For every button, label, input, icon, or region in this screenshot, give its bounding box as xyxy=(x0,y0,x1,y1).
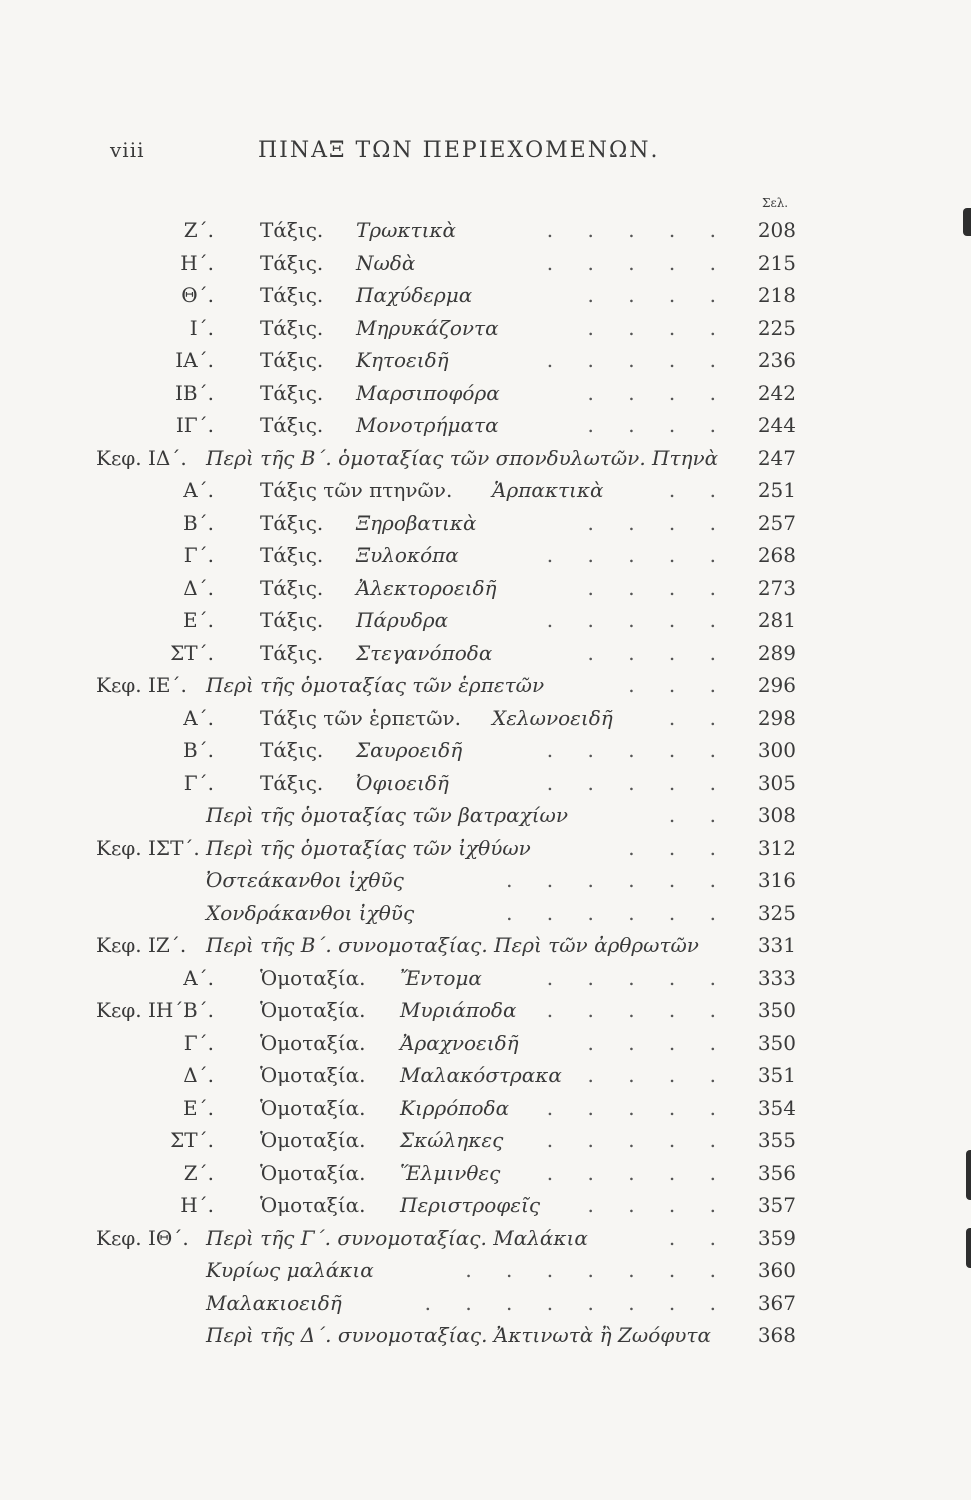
toc-page-number: 333 xyxy=(757,965,796,990)
toc-leader-dots: . . . . . xyxy=(546,348,730,372)
toc-title: Μαρσιποφόρα xyxy=(356,380,500,405)
toc-number: Ε΄. xyxy=(183,1095,214,1120)
toc-leader-dots: . . . . xyxy=(587,413,730,437)
toc-title: Παχύδερμα xyxy=(356,283,473,307)
toc-label: Τάξις. xyxy=(260,770,324,795)
toc-entry xyxy=(0,702,971,735)
toc-title: Χονδράκανθοι ἰχθῦς xyxy=(206,900,415,925)
toc-title: Σκώληκες xyxy=(400,1128,504,1152)
toc-number: Β΄. xyxy=(182,738,214,762)
toc-title: Περὶ τῆς Δ΄. συνομοταξίας. Ἀκτινωτὰ ἢ Ζωόφυτα xyxy=(206,1323,711,1347)
toc-title: Περὶ τῆς ὁμοταξίας τῶν ἑρπετῶν xyxy=(206,673,545,697)
toc-page-number: 300 xyxy=(757,738,796,762)
toc-page-number: 367 xyxy=(757,1290,796,1315)
toc-page-number: 351 xyxy=(757,1063,796,1087)
toc-entry xyxy=(0,669,971,702)
toc-leader-dots: . . . xyxy=(628,673,730,697)
toc-leader-dots: . . . . . xyxy=(546,250,730,275)
toc-label: Ὁμοταξία. xyxy=(260,1063,366,1087)
toc-page-number: 305 xyxy=(757,770,796,795)
toc-leader-dots: . . . . . xyxy=(546,1160,730,1185)
toc-leader-dots: . . . . . xyxy=(546,998,730,1022)
toc-leader-dots: . . . . . xyxy=(546,608,730,632)
toc-page-number: 268 xyxy=(757,543,796,567)
toc-leader-dots: . . . . . xyxy=(546,738,730,762)
toc-title: Ἀραχνοειδῆ xyxy=(400,1030,519,1055)
toc-page-number: 316 xyxy=(757,868,796,892)
toc-number: ΣΤ΄. xyxy=(170,640,214,665)
toc-page-number: 357 xyxy=(757,1193,796,1217)
toc-title: Σαυροειδῆ xyxy=(356,738,463,762)
toc-leader-dots: . . . . . xyxy=(546,218,730,242)
toc-label: Τάξις. xyxy=(260,315,324,340)
toc-leader-dots: . . . . . xyxy=(546,770,730,795)
toc-entry xyxy=(0,637,971,670)
toc-number: Α΄. xyxy=(183,478,214,502)
toc-number: ΣΤ΄. xyxy=(170,1128,214,1152)
toc-page-number: 247 xyxy=(757,445,796,470)
toc-label: Τάξις. xyxy=(260,218,324,242)
toc-page-number: 289 xyxy=(757,640,796,665)
toc-page-number: 354 xyxy=(757,1095,796,1120)
toc-number: Β΄. xyxy=(182,998,214,1022)
toc-leader-dots: . . . . xyxy=(587,315,730,340)
toc-entry xyxy=(0,377,971,410)
toc-label: Τάξις. xyxy=(260,413,324,437)
toc-number: ΙΒ΄. xyxy=(175,380,214,405)
toc-title: Περὶ τῆς Β΄. συνομοταξίας. Περὶ τῶν ἀρθρωτῶν xyxy=(206,933,699,957)
toc-number: Β΄. xyxy=(182,510,214,535)
toc-entry xyxy=(0,604,971,637)
toc-page-number: 244 xyxy=(757,413,796,437)
toc-page-number: 215 xyxy=(757,250,796,275)
toc-page-number: 225 xyxy=(757,315,796,340)
toc-chapter: Κεφ. ΙΘ΄. xyxy=(96,1225,189,1250)
toc-leader-dots: . . . . xyxy=(587,640,730,665)
toc-entry xyxy=(0,409,971,442)
toc-entry xyxy=(0,929,971,962)
toc-entry xyxy=(0,344,971,377)
toc-entry xyxy=(0,474,971,507)
toc-leader-dots: . . xyxy=(668,478,730,502)
toc-page-number: 242 xyxy=(757,380,796,405)
toc-leader-dots: . . . . xyxy=(587,575,730,600)
toc-leader-dots: . . . . . xyxy=(546,543,730,567)
toc-page-number: 325 xyxy=(757,900,796,925)
toc-leader-dots: . . . . xyxy=(587,1030,730,1055)
toc-title: Ἀλεκτοροειδῆ xyxy=(356,575,497,600)
toc-number: Ζ΄. xyxy=(183,218,214,242)
toc-number: Ε΄. xyxy=(183,608,214,632)
toc-title: Χελωνοειδῆ xyxy=(492,705,613,730)
toc-page-number: 281 xyxy=(757,608,796,632)
toc-leader-dots: . . . xyxy=(628,835,730,860)
toc-entry xyxy=(0,247,971,280)
toc-chapter: Κεφ. ΙΣΤ΄. xyxy=(96,835,200,860)
toc-page-number: 350 xyxy=(757,1030,796,1055)
toc-entry xyxy=(0,214,971,247)
toc-number: Γ΄. xyxy=(183,1030,214,1055)
toc-entry xyxy=(0,799,971,832)
toc-leader-dots: . . xyxy=(668,803,730,827)
toc-title: Τρωκτικὰ xyxy=(356,218,457,242)
toc-page-number: 359 xyxy=(757,1225,796,1250)
toc-entry xyxy=(0,1124,971,1157)
toc-title: Νωδὰ xyxy=(356,250,416,275)
toc-entry xyxy=(0,1319,971,1352)
toc-entry xyxy=(0,539,971,572)
toc-leader-dots: . . . . xyxy=(587,1193,730,1217)
toc-title: Περιστροφεῖς xyxy=(400,1193,541,1217)
toc-label: Τάξις. xyxy=(260,510,324,535)
toc-title: Πάρυδρα xyxy=(356,608,449,632)
toc-title: Μυριάποδα xyxy=(400,998,517,1022)
toc-entry xyxy=(0,1287,971,1320)
toc-title: Κυρίως μαλάκια xyxy=(206,1258,374,1282)
toc-number: Γ΄. xyxy=(183,543,214,567)
toc-label: Τάξις. xyxy=(260,608,324,632)
toc-title: Περὶ τῆς ὁμοταξίας τῶν βατραχίων xyxy=(206,803,569,827)
toc-entry xyxy=(0,1092,971,1125)
toc-label: Τάξις. xyxy=(260,283,324,307)
toc-title: Ἔντομα xyxy=(400,965,482,990)
toc-title: Ὀστεάκανθοι ἰχθῦς xyxy=(206,868,404,892)
toc-leader-dots: . . . . . xyxy=(546,1095,730,1120)
toc-entry xyxy=(0,767,971,800)
toc-label: Τάξις. xyxy=(260,348,324,372)
toc-page-number: 331 xyxy=(757,933,796,957)
toc-page-number: 356 xyxy=(757,1160,796,1185)
toc-label: Τάξις τῶν πτηνῶν. xyxy=(260,478,453,502)
toc-title: Μαλακιοειδῆ xyxy=(206,1290,342,1315)
toc-label: Τάξις. xyxy=(260,250,324,275)
toc-page-number: 360 xyxy=(757,1258,796,1282)
toc-entry xyxy=(0,1222,971,1255)
toc-page-number: 257 xyxy=(757,510,796,535)
toc-page-number: 298 xyxy=(757,705,796,730)
page-edge-mark xyxy=(963,208,971,236)
toc-label: Ὁμοταξία. xyxy=(260,1095,366,1120)
toc-leader-dots: . . . . xyxy=(587,510,730,535)
toc-label: Τάξις. xyxy=(260,575,324,600)
toc-number: ΙΓ΄. xyxy=(175,413,214,437)
toc-label: Τάξις. xyxy=(260,738,324,762)
toc-title: Ξυλοκόπα xyxy=(356,543,459,567)
toc-number: Α΄. xyxy=(183,705,214,730)
toc-label: Τάξις. xyxy=(260,543,324,567)
toc-leader-dots: . . xyxy=(668,1225,730,1250)
toc-title: Μονοτρήματα xyxy=(356,413,499,437)
toc-page-number: 312 xyxy=(757,835,796,860)
toc-entry xyxy=(0,1254,971,1287)
toc-number: Α΄. xyxy=(183,965,214,990)
toc-number: Ζ΄. xyxy=(183,1160,214,1185)
toc-entry xyxy=(0,507,971,540)
toc-leader-dots: . . . . . . . . xyxy=(424,1290,730,1315)
toc-entry xyxy=(0,832,971,865)
toc-entry xyxy=(0,897,971,930)
toc-number: Ι΄. xyxy=(189,315,214,340)
toc-title: Περὶ τῆς ὁμοταξίας τῶν ἰχθύων xyxy=(206,835,531,860)
toc-label: Ὁμοταξία. xyxy=(260,1030,366,1055)
toc-number: Δ΄. xyxy=(183,1063,214,1087)
toc-leader-dots: . . . . . xyxy=(546,1128,730,1152)
toc-label: Τάξις. xyxy=(260,640,324,665)
toc-number: Η΄. xyxy=(180,250,214,275)
toc-leader-dots: . . . . xyxy=(587,1063,730,1087)
toc-title: Στεγανόποδα xyxy=(356,640,493,665)
toc-label: Ὁμοταξία. xyxy=(260,965,366,990)
toc-entry xyxy=(0,312,971,345)
toc-page-number: 308 xyxy=(757,803,796,827)
toc-leader-dots: . . . . . . . xyxy=(465,1258,730,1282)
toc-entry xyxy=(0,1189,971,1222)
toc-entry xyxy=(0,1157,971,1190)
toc-title: Κητοειδῆ xyxy=(356,348,449,372)
toc-label: Τάξις τῶν ἑρπετῶν. xyxy=(260,705,462,730)
toc-entry xyxy=(0,734,971,767)
toc-leader-dots: . . . . . . xyxy=(506,900,730,925)
toc-label: Ὁμοταξία. xyxy=(260,1193,366,1217)
toc-label: Ὁμοταξία. xyxy=(260,1128,366,1152)
toc-title: Κιρρόποδα xyxy=(400,1095,510,1120)
toc-number: Γ΄. xyxy=(183,770,214,795)
toc-number: Δ΄. xyxy=(183,575,214,600)
toc-entry xyxy=(0,572,971,605)
running-title: ΠΙΝΑΞ ΤΩΝ ΠΕΡΙΕΧΟΜΕΝΩΝ. xyxy=(258,138,660,163)
toc-title: Ὀφιοειδῆ xyxy=(356,770,449,795)
toc-number: Θ΄. xyxy=(181,283,214,307)
toc-number: ΙΑ΄. xyxy=(175,348,214,372)
toc-entry xyxy=(0,994,971,1027)
toc-entry xyxy=(0,864,971,897)
toc-leader-dots: . . xyxy=(668,705,730,730)
toc-page-number: 350 xyxy=(757,998,796,1022)
toc-title: Περὶ τῆς Γ΄. συνομοταξίας. Μαλάκια xyxy=(206,1225,588,1250)
toc-leader-dots: . . . . xyxy=(587,283,730,307)
toc-page-number: 218 xyxy=(757,283,796,307)
toc-entry xyxy=(0,1059,971,1092)
toc-leader-dots: . . . . xyxy=(587,380,730,405)
page-number: viii xyxy=(110,138,145,162)
table-of-contents xyxy=(0,214,971,1352)
toc-entry xyxy=(0,1027,971,1060)
toc-entry xyxy=(0,442,971,475)
page-column-label: Σελ. xyxy=(762,196,789,210)
toc-title: Ξηροβατικὰ xyxy=(356,510,477,535)
toc-title: Μαλακόστρακα xyxy=(400,1063,562,1087)
toc-page-number: 236 xyxy=(757,348,796,372)
toc-chapter: Κεφ. ΙΕ΄. xyxy=(96,673,187,697)
toc-label: Ὁμοταξία. xyxy=(260,1160,366,1185)
page-edge-mark xyxy=(966,1150,971,1200)
toc-title: Ἕλμινθες xyxy=(400,1160,501,1185)
toc-title: Ἁρπακτικὰ xyxy=(492,478,604,502)
toc-page-number: 273 xyxy=(757,575,796,600)
toc-entry xyxy=(0,279,971,312)
toc-page-number: 208 xyxy=(757,218,796,242)
page-edge-mark xyxy=(966,1228,971,1268)
toc-leader-dots: . . . . . xyxy=(546,965,730,990)
toc-chapter: Κεφ. ΙΗ΄. xyxy=(96,998,190,1022)
toc-leader-dots: . . . . . . xyxy=(506,868,730,892)
toc-chapter: Κεφ. ΙΔ΄. xyxy=(96,445,187,470)
toc-page-number: 251 xyxy=(757,478,796,502)
toc-number: Η΄. xyxy=(180,1193,214,1217)
toc-label: Ὁμοταξία. xyxy=(260,998,366,1022)
toc-page-number: 368 xyxy=(757,1323,796,1347)
toc-entry xyxy=(0,962,971,995)
toc-title: Μηρυκάζοντα xyxy=(356,315,499,340)
toc-chapter: Κεφ. ΙΖ΄. xyxy=(96,933,187,957)
toc-label: Τάξις. xyxy=(260,380,324,405)
toc-page-number: 355 xyxy=(757,1128,796,1152)
toc-title: Περὶ τῆς Β΄. ὁμοταξίας τῶν σπονδυλωτῶν. Πτηνὰ xyxy=(206,445,719,470)
toc-page-number: 296 xyxy=(757,673,796,697)
